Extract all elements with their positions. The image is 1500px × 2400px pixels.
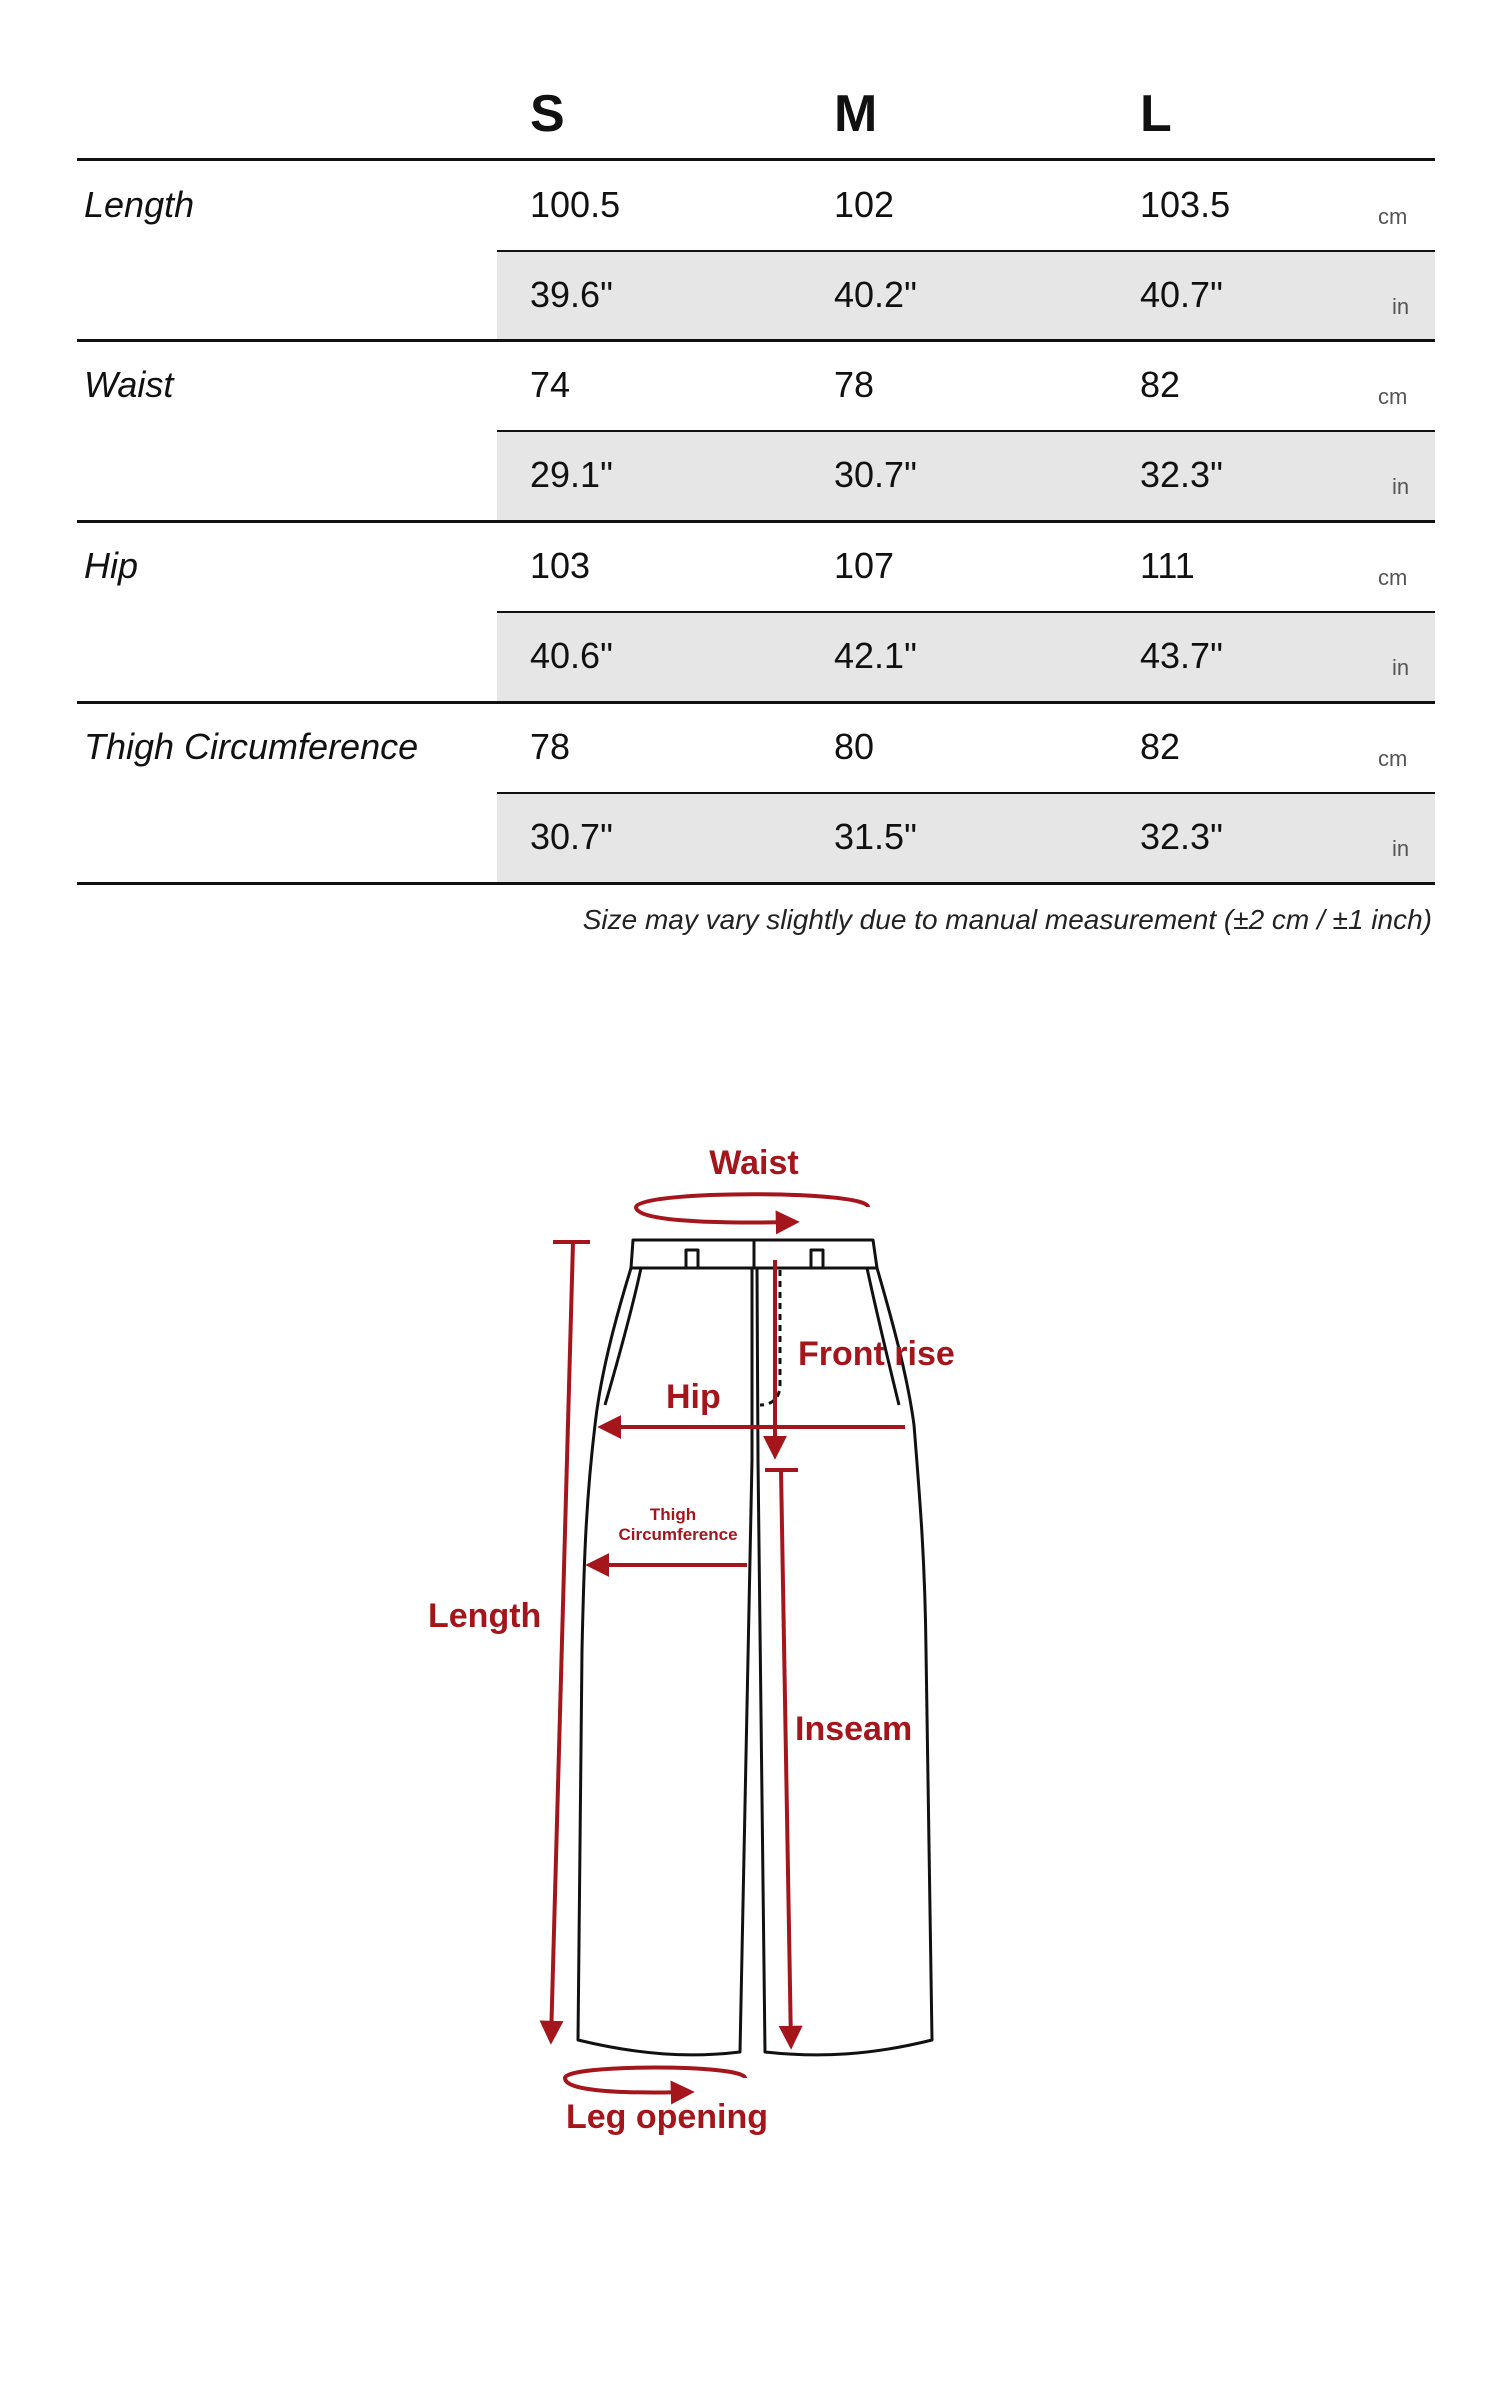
length-arrow: [551, 1242, 573, 2040]
hip-m-cm: 107: [834, 545, 895, 586]
leg-opening-arrow: [565, 2068, 745, 2093]
unit-cm: cm: [1378, 384, 1408, 409]
length-m-cm: 102: [834, 184, 895, 225]
thigh-label-line2: Circumference: [618, 1525, 738, 1544]
thigh-label-line1: Thigh: [649, 1505, 697, 1524]
waist-m-in: 30.7": [834, 454, 917, 495]
length-m-in: 40.2": [834, 274, 917, 315]
hip-label: Hip: [666, 1378, 721, 1416]
waist-arrow: [636, 1194, 868, 1222]
inseam-label: Inseam: [795, 1710, 913, 1748]
row-label-length: Length: [84, 184, 195, 225]
thigh-s-cm: 78: [530, 726, 571, 767]
hip-s-in: 40.6": [530, 635, 613, 676]
length-l-in: 40.7": [1140, 274, 1223, 315]
waist-s-in: 29.1": [530, 454, 613, 495]
unit-cm: cm: [1378, 204, 1408, 229]
length-l-cm: 103.5: [1140, 184, 1231, 225]
unit-cm: cm: [1378, 565, 1408, 590]
length-s-cm: 100.5: [530, 184, 621, 225]
unit-in: in: [1392, 294, 1410, 319]
size-s-header: S: [530, 85, 565, 143]
hip-l-cm: 111: [1140, 545, 1195, 586]
thigh-m-in: 31.5": [834, 816, 917, 857]
waist-l-cm: 82: [1140, 364, 1181, 405]
hip-l-in: 43.7": [1140, 635, 1223, 676]
size-m-header: M: [834, 85, 878, 143]
thigh-s-in: 30.7": [530, 816, 613, 857]
thigh-l-in: 32.3": [1140, 816, 1223, 857]
row-label-thigh: Thigh Circumference: [84, 726, 419, 767]
hip-s-cm: 103: [530, 545, 591, 586]
waist-s-cm: 74: [530, 364, 571, 405]
measurement-note: Size may vary slightly due to manual measurement (±2 cm / ±1 inch): [582, 904, 1432, 935]
unit-in: in: [1392, 474, 1410, 499]
unit-in: in: [1392, 655, 1410, 680]
front-rise-label: Front rise: [798, 1335, 955, 1373]
length-label: Length: [428, 1597, 542, 1635]
unit-in: in: [1392, 836, 1410, 861]
thigh-l-cm: 82: [1140, 726, 1181, 767]
row-label-waist: Waist: [84, 364, 174, 405]
thigh-m-cm: 80: [834, 726, 875, 767]
size-l-header: L: [1140, 85, 1172, 143]
waist-m-cm: 78: [834, 364, 875, 405]
waist-l-in: 32.3": [1140, 454, 1223, 495]
unit-cm: cm: [1378, 746, 1408, 771]
waist-label: Waist: [709, 1144, 799, 1182]
length-s-in: 39.6": [530, 274, 613, 315]
leg-opening-label: Leg opening: [565, 2098, 769, 2136]
hip-m-in: 42.1": [834, 635, 917, 676]
row-label-hip: Hip: [84, 545, 139, 586]
